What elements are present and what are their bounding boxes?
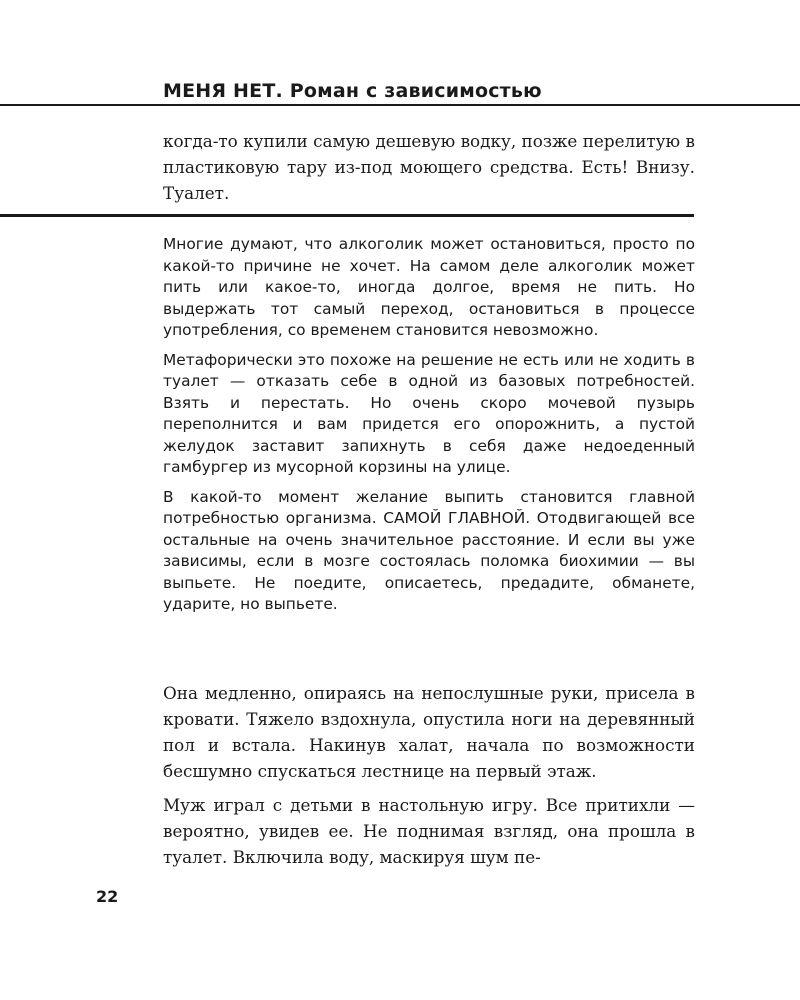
header-rule: [0, 104, 800, 106]
bottom-text-block: [163, 680, 695, 878]
section-divider-rule: [0, 214, 694, 217]
insert-text-block: [163, 234, 695, 624]
paragraph: Метафорически это похоже на решение не есть или не ходить в туалет — отказать себе в одной из базовых потребностей. Взять и перестать. Но очень скоро мочевой пузырь переполнится и вам придется его опорожнить, а пустой желудок заставит запихнуть в себя даже недоеденный гамбургер из мусорной корзины на улице.: [163, 350, 695, 476]
paragraph: когда-то купили самую дешевую водку, позже перелитую в пластиковую тару из-под моющего средства. Есть! Внизу. Туалет.: [163, 131, 695, 203]
paragraph: Многие думают, что алкоголик может остановиться, просто по какой-то причине не хочет. На самом деле алкоголик может пить или какое-то, иногда долгое, время не пить. Но выдержать тот самый переход, остановиться в процессе употребления, со временем становится невозможно.: [163, 235, 695, 339]
paragraph: Она медленно, опираясь на непослушные руки, присела в кровати. Тяжело вздохнула, опустила ноги на деревянный пол и встала. Накинув халат, начала по возможности бесшумно спускаться лестнице на первый этаж.: [163, 683, 695, 781]
running-header-title: МЕНЯ НЕТ. Роман с зависимостью: [163, 80, 542, 102]
paragraph: В какой-то момент желание выпить становится главной потребностью организма. САМОЙ ГЛАВНОЙ. Отодвигающей все остальные на очень значительное расстояние. И если вы уже зависимы, если в мозге состоялась поломка биохимии — вы выпьете. Не поедите, описаетесь, предадите, обманете, ударите, но выпьете.: [163, 487, 695, 613]
page-number: 22: [96, 887, 119, 906]
paragraph: Муж играл с детьми в настольную игру. Все притихли — вероятно, увидев ее. Не поднимая взгляд, она прошла в туалет. Включила воду, маскируя шум пе-: [163, 795, 695, 867]
top-text-block: [163, 128, 695, 214]
